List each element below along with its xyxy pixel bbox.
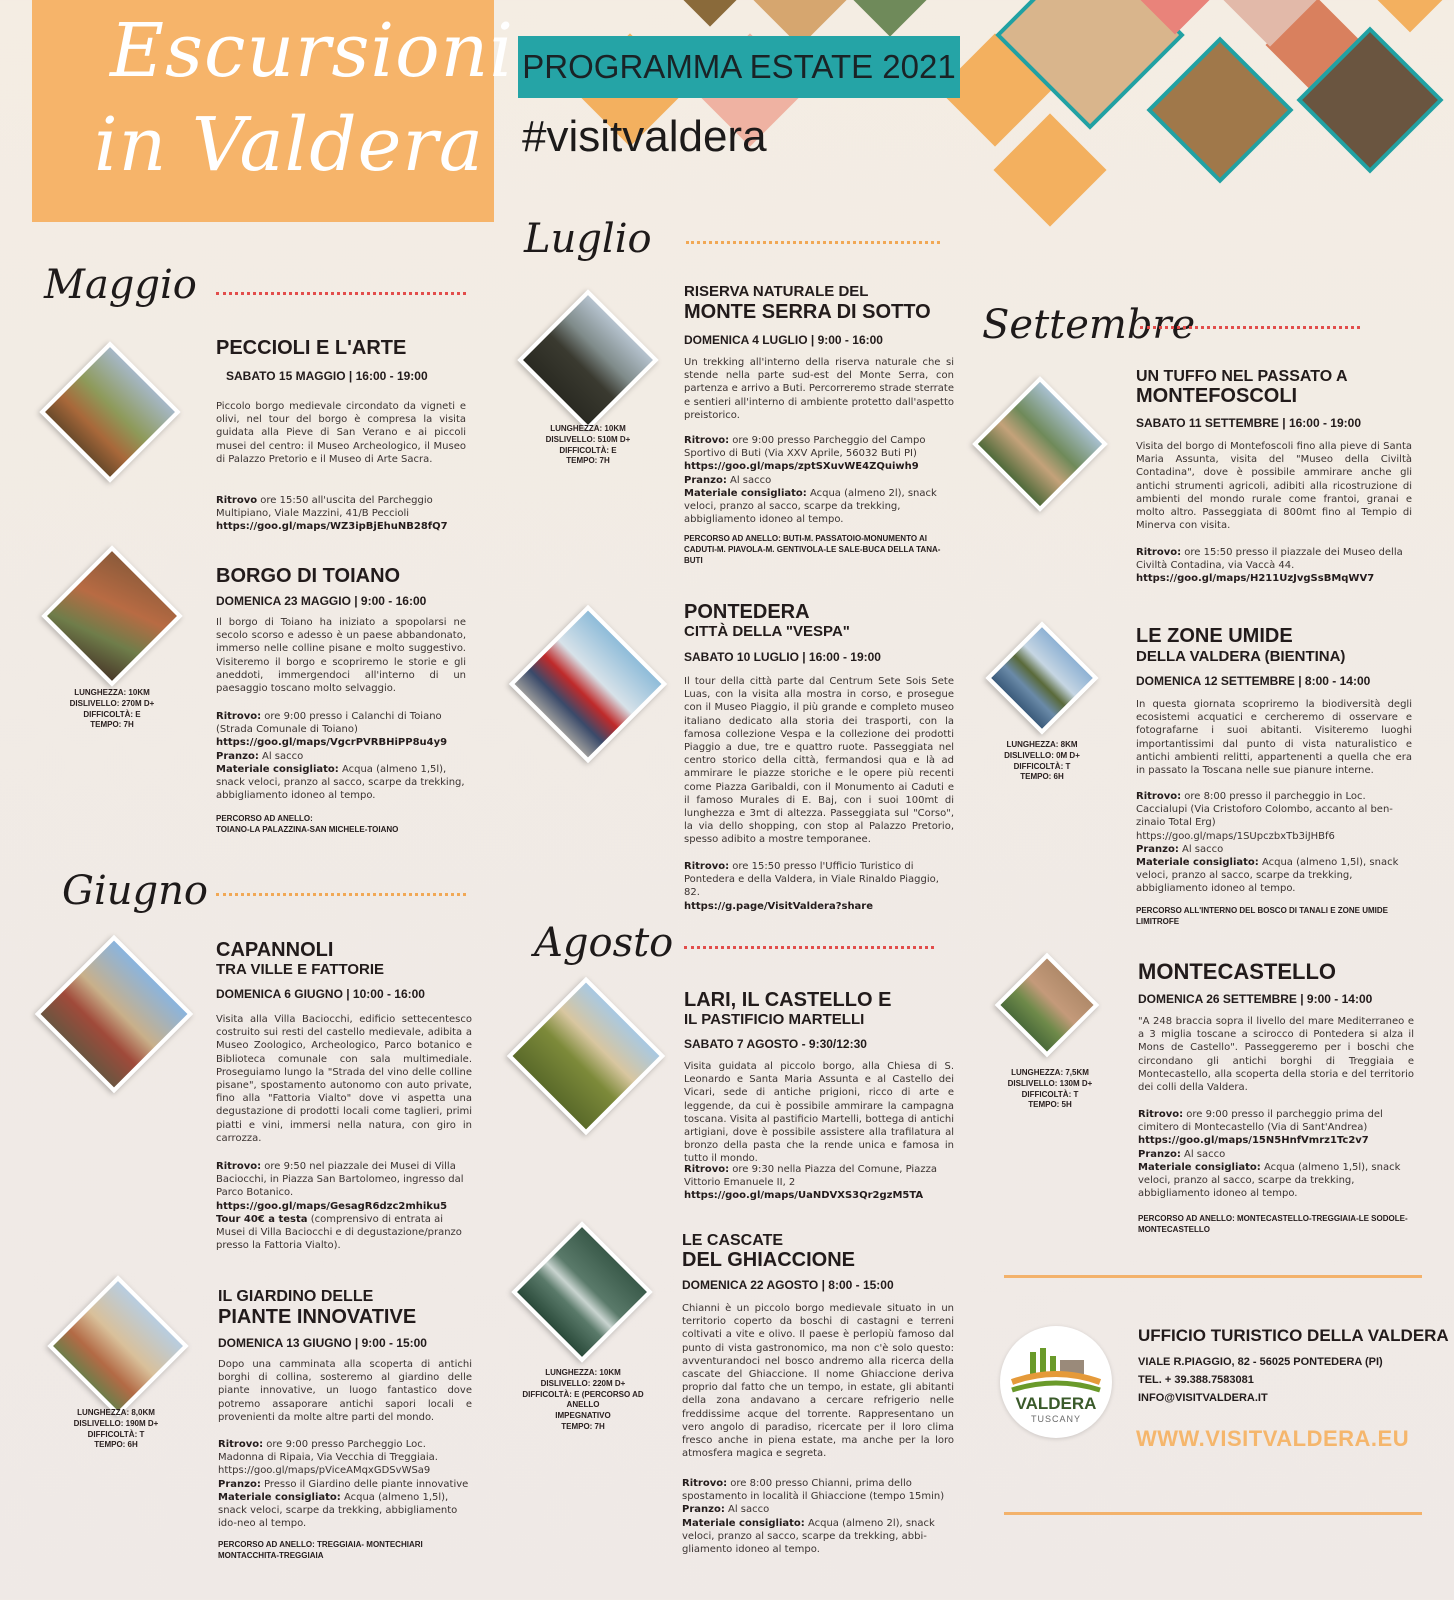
peccioli-description: Piccolo borgo medievale circondato da vigneti e olivi, nel tour del borgo è compresa la visita guidata alla Pieve di San Verano e ai piccoli musei del centro: il Museo Archeologico, il Museo di Palazzo Pretorio e il Museo di Arte Sacra.	[216, 401, 466, 465]
divider-giugno	[216, 893, 466, 896]
montefoscoli-date: SABATO 11 SETTEMBRE | 16:00 - 19:00	[1136, 416, 1361, 430]
giardino-subtitle: PIANTE INNOVATIVE	[218, 1306, 417, 1328]
montefoscoli-meeting-text: ore 15:50 presso il piazzale dei Museo della Civiltà Contadina, via Vaccà 44.	[1136, 547, 1403, 572]
monteserra-meeting-text: ore 9:00 presso Parcheggio del Campo Sportivo di Buti (Via XXV Aprile, 56032 Buti PI)	[684, 435, 926, 460]
valdera-logo	[1000, 1326, 1112, 1438]
toiano-stat: LUNGHEZZA: 10KM	[74, 688, 150, 697]
montecastello-photo	[995, 953, 1100, 1058]
ghiaccione-material: Acqua (almeno 2l), snack veloci, pranzo al sacco, scarpe da trekking, abbi-gliamento idoneo al tempo.	[682, 1517, 935, 1555]
capannoli-date: DOMENICA 6 GIUGNO | 10:00 - 16:00	[216, 987, 425, 1001]
toiano-meeting	[216, 710, 466, 802]
montecastello-route	[1138, 1214, 1414, 1236]
giardino-stat: TEMPO: 6H	[94, 1440, 138, 1450]
montecastello-lunch: Al sacco	[1180, 1148, 1226, 1160]
capannoli-meeting-text: ore 9:50 nel piazzale dei Musei di Villa Baciocchi, in Piazza San Bartolomeo, ingresso dal Parco Botanico.	[216, 1161, 464, 1199]
lari-map-link[interactable]: https://goo.gl/maps/UaNDVXS3Qr2gzM5TA	[684, 1190, 924, 1202]
toiano-stat: TEMPO: 7H	[90, 720, 134, 730]
pontedera-date: SABATO 10 LUGLIO | 16:00 - 19:00	[684, 650, 881, 664]
monteserra-route-line: BUTI	[684, 555, 703, 565]
ghiaccione-stats	[512, 1368, 654, 1433]
monteserra-route-line: CADUTI-M. PIAVOLA-M. GENTIVOLA-LE SALE-BUCA DELLA TANA-	[684, 544, 941, 554]
pontedera-description: Il tour della città parte dal Centrum Sete Sois Sete Luas, con la visita alla mostra in corso, e prosegue con il Museo Piaggio, il più grande e completo museo italiano dedicato alla storia dei trasporti, con la famosa collezione Vespa e la collezione dei prodotti Piaggio a due, tre e quattro ruote. Passeggiata nel centro storico della città, fermandosi qua e là ad ammirare le piazze storiche e le opere più recenti come Piazza Garibaldi, con il Monumento ai Caduti e il famoso Murales di E. Baj, con i suoi 100mt di lunghezza e 3mt di altezza. Passeggiata sul "Corso", la via dello shopping, con stop al Palazzo Pretorio, spesso adibito a mostre temporanee.	[684, 676, 954, 846]
giardino-stats	[64, 1408, 168, 1451]
office-divider-top	[1004, 1275, 1422, 1278]
monteserra-stat: DISLIVELLO: 510M D+	[545, 434, 631, 444]
toiano-map-link[interactable]: https://goo.gl/maps/VgcrPVRBHiPP8u4y9	[216, 737, 448, 749]
monteserra-meeting	[684, 434, 954, 526]
giardino-stat: DISLIVELLO: 190M D+	[73, 1418, 159, 1428]
zoneumide-stat: DISLIVELLO: 0M D+	[1004, 750, 1080, 760]
zoneumide-material: Acqua (almeno 1,5l), snack veloci, pranzo al sacco, scarpe da trekking, abbigliamento idoneo al tempo.	[1136, 856, 1399, 895]
peccioli-photo	[39, 341, 180, 482]
toiano-description: Il borgo di Toiano ha iniziato a spopolarsi ne secolo scorso e adesso è un paese abbandonato, immerso nelle colline pisane e molto suggestivo. Visiteremo il borgo e scopriremo le storie e gli aneddoti, immergendoci all'interno di un paesaggio toscano molto selvaggio.	[216, 617, 466, 694]
montecastello-meeting	[1138, 1108, 1414, 1200]
montecastello-stat: LUNGHEZZA: 7,5KM	[1011, 1068, 1089, 1077]
toiano-material: Acqua (almeno 1,5l), snack veloci, pranzo al sacco, scarpe da trekking, abbigliamento idoneo al tempo.	[216, 763, 465, 802]
pontedera-meeting	[684, 860, 954, 913]
toiano-route	[216, 814, 466, 836]
giardino-stat: DIFFICOLTÀ: T	[87, 1429, 145, 1439]
montefoscoli-description: Visita del borgo di Montefoscoli fino alla pieve di Santa Maria Assunta, visita del "Museo della Civiltà Contadina", dove è possibile ammirare anche gli antichi strumenti agricoli, adibiti alla ricostruzione di ambienti del mondo rurale come frantoi, granai e molto altro. Passeggiata di 800mt fino al Tempio di Minerva con visita.	[1136, 441, 1412, 532]
montecastello-lunch-label: Pranzo:	[1138, 1148, 1181, 1160]
zoneumide-date: DOMENICA 12 SETTEMBRE | 8:00 - 14:00	[1136, 674, 1371, 688]
lari-meeting	[684, 1163, 954, 1203]
office-divider-bottom	[1004, 1512, 1422, 1515]
month-settembre: Settembre	[982, 302, 1196, 348]
office-email[interactable]: INFO@VISITVALDERA.IT	[1138, 1392, 1268, 1404]
monteserra-stat: TEMPO: 7H	[566, 456, 610, 466]
office-address: VIALE R.PIAGGIO, 82 - 56025 PONTEDERA (PI)	[1138, 1356, 1383, 1368]
zoneumide-subtitle: DELLA VALDERA (BIENTINA)	[1136, 648, 1346, 665]
lari-photo	[507, 977, 665, 1135]
zoneumide-lunch-label: Pranzo:	[1136, 843, 1179, 855]
zoneumide-material-label: Materiale consigliato:	[1136, 856, 1259, 868]
montefoscoli-pretitle: UN TUFFO NEL PASSATO A	[1136, 368, 1348, 385]
zoneumide-route-line: LIMITROFE	[1136, 916, 1180, 926]
divider-settembre	[1140, 326, 1360, 329]
giardino-title: IL GIARDINO DELLE	[218, 1288, 374, 1305]
montecastello-stat: DIFFICOLTÀ: T	[1021, 1089, 1079, 1099]
toiano-meeting-label: Ritrovo:	[216, 711, 262, 722]
peccioli-meeting	[216, 494, 466, 534]
capannoli-title: CAPANNOLI	[216, 939, 334, 961]
giardino-route	[218, 1540, 472, 1562]
office-phone: TEL. + 39.388.7583081	[1138, 1374, 1254, 1386]
zoneumide-stat: DIFFICOLTÀ: T	[1013, 761, 1071, 771]
ghiaccione-description: Chianni è un piccolo borgo medievale situato in un territorio coperto da boschi di castagni e terreni coltivati a vite e olivo. Il paese è perlopiù famoso dal punto di vista gastronomico, ma non c'è solo questo: avventurandoci nel bosco andremo alla ricerca della cascate del Ghiaccione. Il nome Ghiaccione deriva proprio dal fatto che un tempo, in estate, gli abitanti della zona andavano a cercare refrigerio nelle freddissime acque del torrente. Rappresentano un vero angolo di paradiso, ricercate per il loro clima fresco anche in piena estate, ma anche per la loro atmosfera magica e segreta.	[682, 1303, 954, 1460]
montecastello-material-label: Materiale consigliato:	[1138, 1161, 1261, 1173]
ghiaccione-stat: TEMPO: 7H	[561, 1421, 605, 1431]
valdera-logo-sub: TUSCANY	[1030, 1414, 1081, 1424]
pontedera-title: PONTEDERA	[684, 601, 810, 623]
zoneumide-route	[1136, 906, 1412, 928]
giardino-material-label: Materiale consigliato:	[218, 1491, 341, 1503]
zoneumide-stat: LUNGHEZZA: 8KM	[1006, 740, 1078, 749]
ghiaccione-date: DOMENICA 22 AGOSTO | 8:00 - 15:00	[682, 1278, 894, 1292]
montecastello-stats	[1002, 1068, 1098, 1111]
monteserra-material-label: Materiale consigliato:	[684, 487, 807, 499]
lari-meeting-label: Ritrovo:	[684, 1164, 730, 1175]
monteserra-date: DOMENICA 4 LUGLIO | 9:00 - 16:00	[684, 333, 883, 347]
ghiaccione-lunch: Al sacco	[724, 1504, 770, 1516]
montefoscoli-title: MONTEFOSCOLI	[1136, 385, 1298, 407]
zoneumide-title: LE ZONE UMIDE	[1136, 625, 1293, 647]
monteserra-stats	[540, 424, 636, 467]
toiano-stats	[64, 688, 160, 731]
zoneumide-lunch: Al sacco	[1178, 843, 1224, 855]
program-banner: PROGRAMMA ESTATE 2021	[518, 36, 960, 98]
pontedera-photo	[509, 605, 667, 763]
giardino-meeting-label: Ritrovo:	[218, 1439, 264, 1450]
monteserra-route-line: PERCORSO AD ANELLO: BUTI-M. PASSATOIO-MONUMENTO AI	[684, 534, 927, 543]
pontedera-meeting-text: ore 15:50 presso l'Ufficio Turistico di Pontedera e della Valdera, in Viale Rinaldo Piaggio, 82.	[684, 861, 939, 899]
toiano-stat: DISLIVELLO: 270M D+	[69, 698, 155, 708]
title-line1: Escursioni	[110, 8, 514, 94]
giardino-date: DOMENICA 13 GIUGNO | 9:00 - 15:00	[218, 1336, 427, 1350]
lari-meeting-text: ore 9:30 nella Piazza del Comune, Piazza Vittorio Emanuele II, 2	[684, 1164, 937, 1189]
ghiaccione-pretitle: LE CASCATE	[682, 1232, 784, 1249]
zoneumide-photo	[985, 621, 1098, 734]
peccioli-meeting-text: ore 15:50 all'uscita del Parcheggio Multipiano, Viale Mazzini, 41/B Peccioli	[216, 495, 433, 520]
hashtag: #visitvaldera	[522, 112, 767, 161]
montefoscoli-meeting-label: Ritrovo:	[1136, 547, 1182, 558]
zoneumide-map-link[interactable]: https://goo.gl/maps/1SUpczbxTb3iJHBf6	[1136, 830, 1335, 842]
giardino-lunch-label: Pranzo:	[218, 1478, 261, 1490]
montecastello-map-link[interactable]: https://goo.gl/maps/15N5HnfVmrz1Tc2v7	[1138, 1135, 1369, 1147]
title-line2: in Valdera	[94, 102, 484, 188]
ghiaccione-stat: DIFFICOLTÀ: E (PERCORSO AD ANELLO	[522, 1389, 644, 1410]
monteserra-stat: DIFFICOLTÀ: E	[559, 445, 617, 455]
zoneumide-meeting	[1136, 790, 1412, 896]
capannoli-subtitle: TRA VILLE E FATTORIE	[216, 961, 385, 978]
ghiaccione-meeting-text: ore 8:00 presso Chianni, prima dello spostamento in località il Ghiaccione (tempo 15min)	[682, 1478, 945, 1503]
capannoli-meeting	[216, 1160, 472, 1252]
montecastello-meeting-text: ore 9:00 presso il parcheggio prima del cimitero di Montecastello (Via di Sant'Andrea)	[1138, 1109, 1383, 1134]
monteserra-pretitle: RISERVA NATURALE DEL	[684, 283, 869, 300]
toiano-lunch: Al sacco	[258, 750, 304, 762]
montecastello-route-line: PERCORSO AD ANELLO: MONTECASTELLO-TREGGIAIA-LE SODOLE-	[1138, 1214, 1408, 1223]
monteserra-route	[684, 534, 954, 566]
zoneumide-route-line: PERCORSO ALL'INTERNO DEL BOSCO DI TANALI E ZONE UMIDE	[1136, 906, 1388, 915]
giardino-route-line: MONTACCHITA-TREGGIAIA	[218, 1550, 324, 1560]
month-maggio: Maggio	[44, 262, 197, 308]
ghiaccione-meeting-label: Ritrovo:	[682, 1478, 728, 1489]
monteserra-photo	[517, 289, 658, 430]
peccioli-date: SABATO 15 MAGGIO | 16:00 - 19:00	[226, 369, 428, 383]
montecastello-stat: DISLIVELLO: 130M D+	[1007, 1078, 1093, 1088]
giardino-material: Acqua (almeno 1,5l), snack veloci, scarpe da trekking, abbigliamento ido-neo al tempo.	[218, 1491, 458, 1530]
pontedera-subtitle: CITTÀ DELLA "VESPA"	[684, 623, 850, 640]
ghiaccione-meeting	[682, 1477, 954, 1556]
monteserra-lunch: Al sacco	[726, 474, 772, 486]
peccioli-meeting-label: Ritrovo	[216, 495, 258, 506]
capannoli-meeting-label: Ritrovo:	[216, 1161, 262, 1172]
montecastello-title: MONTECASTELLO	[1138, 959, 1336, 984]
giardino-photo	[47, 1275, 188, 1416]
zoneumide-meeting-label: Ritrovo:	[1136, 791, 1182, 802]
monteserra-map-link[interactable]: https://goo.gl/maps/zptSXuvWE4ZQuiwh9	[684, 461, 919, 473]
divider-luglio	[686, 241, 940, 244]
divider-agosto	[684, 946, 934, 949]
toiano-date: DOMENICA 23 MAGGIO | 9:00 - 16:00	[216, 594, 427, 608]
toiano-title: BORGO DI TOIANO	[216, 565, 401, 587]
monteserra-stat: LUNGHEZZA: 10KM	[550, 424, 626, 433]
monteserra-lunch-label: Pranzo:	[684, 474, 727, 486]
montecastello-stat: TEMPO: 5H	[1028, 1100, 1072, 1110]
montefoscoli-map-link[interactable]: https://goo.gl/maps/H211UzJvgSsBMqWV7	[1136, 573, 1375, 585]
monteserra-description: Un trekking all'interno della riserva naturale che si stende nella parte sud-est del Monte Serra, con partenza e arrivo a Buti. Percorreremo strade sterrate e sentieri all'interno di ambiente protetto dall'aspetto preistorico.	[684, 357, 954, 421]
capannoli-tour-label: Tour 40€ a testa	[216, 1213, 308, 1225]
ghiaccione-stat: IMPEGNATIVO	[555, 1411, 611, 1421]
office-title: UFFICIO TURISTICO DELLA VALDERA	[1138, 1326, 1449, 1345]
montecastello-material: Acqua (almeno 1,5l), snack veloci, pranzo al sacco, scarpe da trekking, abbigliamento idoneo al tempo.	[1138, 1161, 1401, 1200]
monteserra-meeting-label: Ritrovo:	[684, 435, 730, 446]
monteserra-material: Acqua (almeno 2l), snack veloci, pranzo al sacco, scarpe da trekking, abbigliamento idoneo al tempo.	[684, 487, 937, 526]
toiano-stat: DIFFICOLTÀ: E	[83, 709, 141, 719]
giardino-route-line: PERCORSO AD ANELLO: TREGGIAIA- MONTECHIARI	[218, 1540, 423, 1549]
montecastello-meeting-label: Ritrovo:	[1138, 1109, 1184, 1120]
month-agosto: Agosto	[534, 920, 674, 966]
zoneumide-description: In questa giornata scopriremo la biodiversità degli ecosistemi acquatici e cercheremo di osservare e fotografarne i suoi abitanti. Visiteremo luoghi importantissimi dal punto di vista naturalistico e antichi ambienti relitti, appartenenti a quella che era in passato la Toscana nelle sue pianure interne.	[1136, 699, 1412, 776]
pontedera-meeting-label: Ritrovo:	[684, 861, 730, 872]
ghiaccione-material-label: Materiale consigliato:	[682, 1517, 805, 1529]
giardino-stat: LUNGHEZZA: 8,0KM	[77, 1408, 155, 1417]
montefoscoli-meeting	[1136, 546, 1412, 586]
lari-title: LARI, IL CASTELLO E	[684, 989, 892, 1011]
montefoscoli-photo	[972, 376, 1108, 512]
zoneumide-stat: TEMPO: 6H	[1020, 772, 1064, 782]
capannoli-description: Visita alla Villa Baciocchi, edificio settecentesco costruito sui resti del castello medievale, adibita a Museo Zoologico, Archeologico, Parco botanico e Biblioteca comunale con sala multimediale. Proseguiamo lungo la "Strada del vino delle colline pisane", spostamento autonomo con auto private, fino alla "Fattoria Vialto" dove vi aspetta una degustazione di prodotti locali come taglieri, primi piatti e vini, immersi nella natura, con giro in carrozza.	[216, 1014, 472, 1144]
peccioli-title: PECCIOLI E L'ARTE	[216, 337, 407, 359]
toiano-lunch-label: Pranzo:	[216, 750, 259, 762]
giardino-lunch: Presso il Giardino delle piante innovative	[260, 1478, 469, 1490]
monteserra-title: MONTE SERRA DI SOTTO	[684, 301, 931, 323]
lari-date: SABATO 7 AGOSTO - 9:30/12:30	[684, 1037, 867, 1051]
ghiaccione-photo	[511, 1221, 652, 1362]
ghiaccione-stat: LUNGHEZZA: 10KM	[545, 1368, 621, 1377]
valdera-logo-text: VALDERA	[1015, 1394, 1097, 1413]
zoneumide-stats	[994, 740, 1090, 783]
toiano-material-label: Materiale consigliato:	[216, 763, 339, 775]
pontedera-map-link[interactable]: https://g.page/VisitValdera?share	[684, 900, 874, 912]
toiano-meeting-text: ore 9:00 presso i Calanchi di Toiano (Strada Comunale di Toiano)	[216, 711, 442, 736]
ghiaccione-title: DEL GHIACCIONE	[682, 1249, 855, 1271]
giardino-meeting	[218, 1438, 472, 1530]
ghiaccione-lunch-label: Pranzo:	[682, 1504, 725, 1516]
giardino-description: Dopo una camminata alla scoperta di antichi borghi di collina, sosteremo al giardino delle piante innovative, un luogo fantastico dove potremo assaporare antichi sapori locali e provenienti da molte altre parti del mondo.	[218, 1359, 472, 1423]
toiano-route-line: PERCORSO AD ANELLO:	[216, 814, 313, 823]
montecastello-date: DOMENICA 26 SETTEMBRE | 9:00 - 14:00	[1138, 992, 1373, 1006]
capannoli-photo	[35, 935, 193, 1093]
toiano-route-line: TOIANO-LA PALAZZINA-SAN MICHELE-TOIANO	[216, 824, 399, 834]
lari-description: Visita guidata al piccolo borgo, alla Chiesa di S. Leonardo e Santa Maria Assunta e al Castello dei Vicari, sede di antiche prigioni, ricco di arte e leggende, da cui è possibile ammirare la campagna toscana. Visita al pastificio Martelli, bottega di antichi artigiani, dove è possibile assistere alla trafilatura al bronzo della pasta che la rende unica e famosa in tutto il mondo.	[684, 1061, 954, 1165]
month-luglio: Luglio	[524, 216, 652, 262]
ghiaccione-stat: DISLIVELLO: 220M D+	[540, 1378, 626, 1388]
zoneumide-meeting-text: ore 8:00 presso il parcheggio in Loc. Caccialupi (Via Cristoforo Colombo, accanto al ben-zinaio Total Erg)	[1136, 791, 1393, 829]
office-website-link[interactable]: WWW.VISITVALDERA.EU	[1136, 1426, 1410, 1451]
toiano-photo	[41, 545, 182, 686]
capannoli-tour: (comprensivo di entrata ai Musei di Villa Baciocchi e di degustazione/pranzo presso la Fattoria Vialto).	[216, 1213, 462, 1252]
montecastello-route-line: MONTECASTELLO	[1138, 1224, 1210, 1234]
lari-subtitle: IL PASTIFICIO MARTELLI	[684, 1011, 865, 1028]
capannoli-map-link[interactable]: https://goo.gl/maps/GesagR6dzc2mhiku5	[216, 1200, 448, 1212]
divider-maggio	[216, 292, 466, 295]
peccioli-map-link[interactable]: https://goo.gl/maps/WZ3ipBjEhuNB28fQ7	[216, 521, 448, 533]
title-box	[32, 0, 514, 222]
giardino-meeting-text: ore 9:00 presso Parcheggio Loc. Madonna di Ripaia, Via Vecchia di Treggiaia. https://goo.gl/maps/pViceAMqxGDSvWSa9	[218, 1439, 438, 1477]
month-giugno: Giugno	[62, 868, 208, 914]
montecastello-description: "A 248 braccia sopra il livello del mare Mediterraneo e a 3 miglia toscane a scirocco di Pontedera si alza il Mons de Castello". Passeggeremo per i boschi che circondano gli antichi borghi di Treggiaia e Montecastello, alla scoperta della storia e del territorio dei colli della Valdera.	[1138, 1016, 1414, 1093]
